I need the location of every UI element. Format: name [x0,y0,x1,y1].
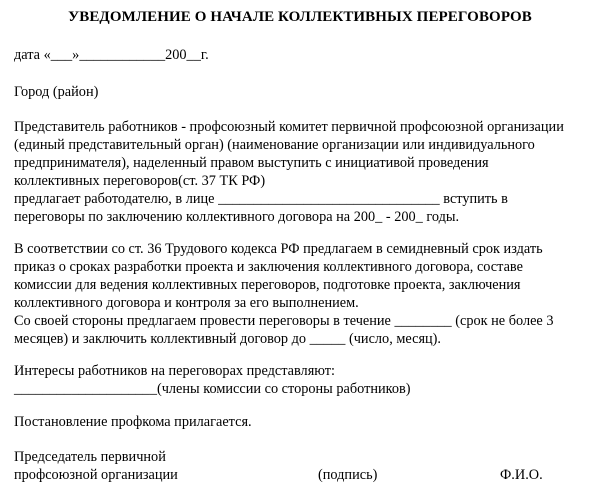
paragraph-line: приказ о сроках разработки проекта и заключения коллективного договора, составе [14,259,523,275]
paragraph-line: коллективного договора и контроля за его выполнением. [14,295,359,311]
date-line: дата «___»____________200__г. [14,47,209,63]
signature-label: (подпись) [318,467,378,483]
paragraph-line: ____________________(члены комиссии со стороны работников) [14,381,411,397]
paragraph-line: коллективных переговоров(ст. 37 ТК РФ) [14,173,266,189]
document-title: УВЕДОМЛЕНИЕ О НАЧАЛЕ КОЛЛЕКТИВНЫХ ПЕРЕГОВОРОВ [68,9,532,25]
paragraph-line: предпринимателя), наделенный правом выступить с инициативой проведения [14,155,489,171]
paragraph-line: переговоры по заключению коллективного договора на 200_ - 200_ годы. [14,209,460,225]
paragraph-line: предлагает работодателю, в лице _______________________________ вступить в [14,191,508,207]
city-line: Город (район) [14,84,99,100]
signatory-organization: профсоюзной организации [14,467,178,483]
name-label: Ф.И.О. [500,467,543,483]
signatory-position: Председатель первичной [14,449,166,465]
attachment-line: Постановление профкома прилагается. [14,414,252,430]
paragraph-line: Со своей стороны предлагаем провести переговоры в течение ________ (срок не более 3 [14,313,554,329]
paragraph-line: месяцев) и заключить коллективный договор до _____ (число, месяц). [14,331,442,347]
paragraph-line: Представитель работников - профсоюзный комитет первичной профсоюзной организации [14,119,564,135]
paragraph-line: Интересы работников на переговорах представляют: [14,363,335,379]
paragraph-line: В соответствии со ст. 36 Трудового кодекса РФ предлагаем в семидневный срок издать [14,241,543,257]
paragraph-line: (единый представительный орган) (наименование организации или индивидуального [14,137,535,153]
paragraph-line: комиссии для ведения коллективных переговоров, подготовке проекта, заключения [14,277,521,293]
